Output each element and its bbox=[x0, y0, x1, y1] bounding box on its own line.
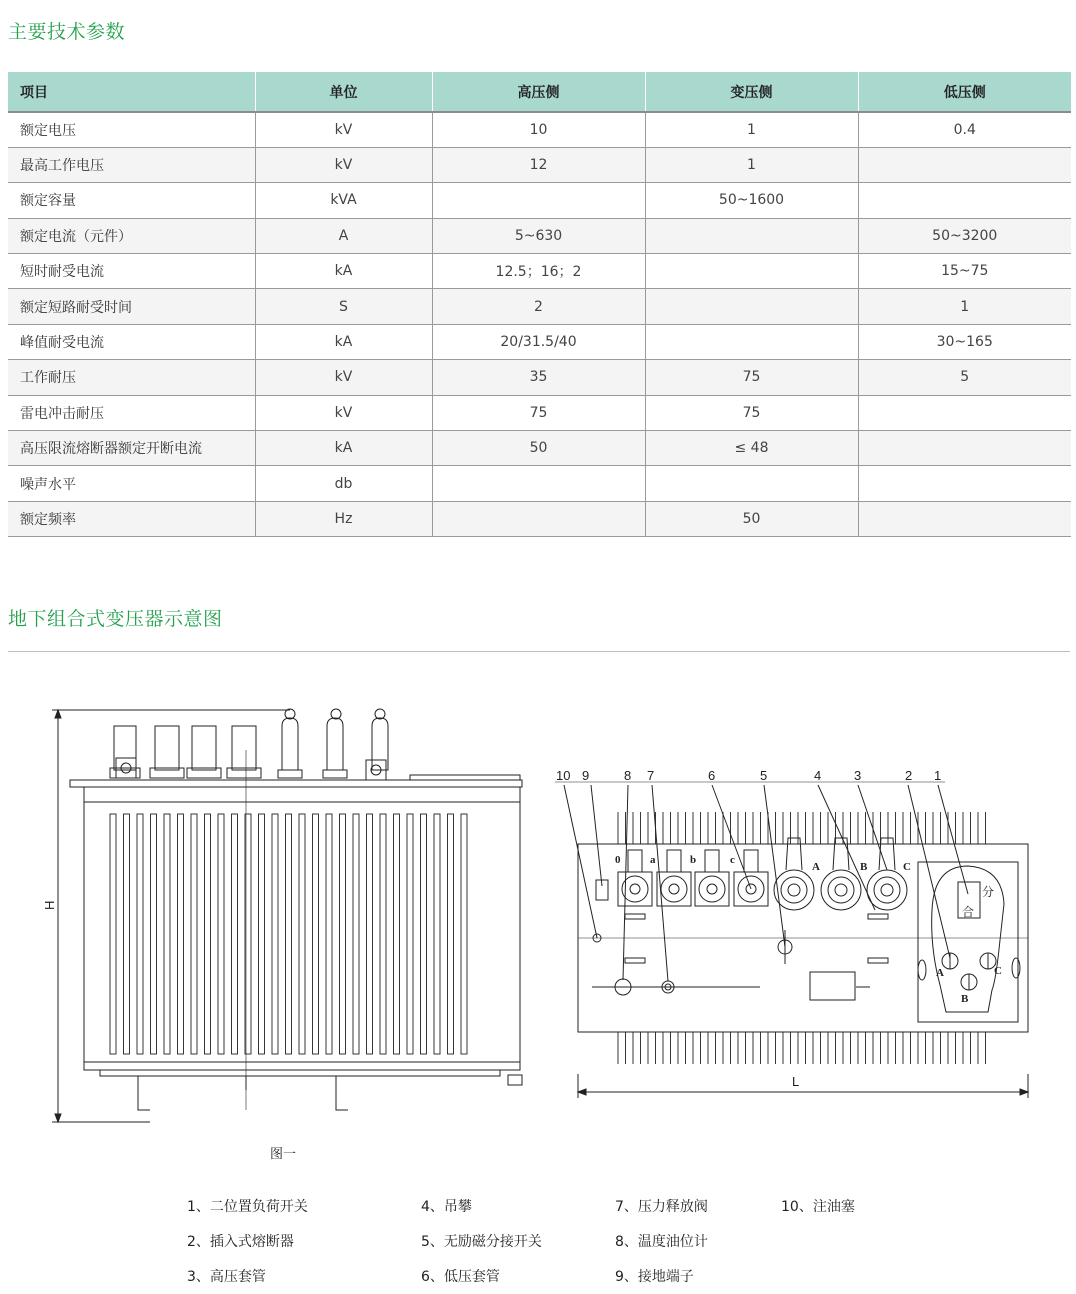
high-voltage-bushings bbox=[774, 838, 907, 910]
cell-unit: kV bbox=[255, 395, 432, 430]
cell-unit: kA bbox=[255, 254, 432, 289]
table-row bbox=[8, 501, 1071, 536]
callout-7: 7 bbox=[647, 768, 655, 783]
table-row bbox=[8, 147, 1071, 182]
cell-unit: Hz bbox=[255, 501, 432, 536]
phase-label-a: a bbox=[650, 854, 656, 866]
radiator-fin bbox=[272, 814, 278, 1054]
radiator-fin bbox=[259, 814, 265, 1054]
cell-unit: kV bbox=[255, 112, 432, 147]
cell-item: 工作耐压 bbox=[8, 360, 255, 395]
phase-label-C: C bbox=[903, 861, 911, 873]
table-row bbox=[8, 360, 1071, 395]
cell-item: 额定短路耐受时间 bbox=[8, 289, 255, 324]
legend-item: 1、二位置负荷开关 bbox=[187, 1199, 308, 1215]
callout-4: 4 bbox=[814, 768, 822, 783]
cell-unit: kVA bbox=[255, 183, 432, 218]
legend-item: 7、压力释放阀 bbox=[615, 1199, 708, 1215]
switch-label-open: 分 bbox=[982, 885, 995, 899]
legend-item: 10、注油塞 bbox=[781, 1199, 855, 1215]
header-high-voltage: 高压侧 bbox=[432, 72, 645, 112]
radiator-fin bbox=[407, 814, 413, 1054]
cell-item: 雷电冲击耐压 bbox=[8, 395, 255, 430]
cell-low: 30~165 bbox=[858, 324, 1071, 359]
switch-label-close: 合 bbox=[962, 905, 975, 919]
header-low-voltage: 低压侧 bbox=[858, 72, 1071, 112]
legend-item: 4、吊攀 bbox=[421, 1199, 472, 1215]
phase-label-A: A bbox=[812, 861, 820, 873]
radiator-fin bbox=[394, 814, 400, 1054]
cell-low bbox=[858, 147, 1071, 182]
cell-mid bbox=[645, 324, 858, 359]
radiator-fin bbox=[313, 814, 319, 1054]
cell-item: 额定频率 bbox=[8, 501, 255, 536]
cell-low bbox=[858, 431, 1071, 466]
radiator-fin bbox=[353, 814, 359, 1054]
cell-unit: kV bbox=[255, 147, 432, 182]
cell-low bbox=[858, 183, 1071, 218]
cell-mid: ≤ 48 bbox=[645, 431, 858, 466]
fuse-label-B: B bbox=[961, 993, 969, 1005]
radiator-fin bbox=[110, 814, 116, 1054]
cell-low bbox=[858, 466, 1071, 501]
legend-item: 5、无励磁分接开关 bbox=[421, 1234, 542, 1250]
fuse-label-C: C bbox=[994, 965, 1002, 977]
callout-8: 8 bbox=[624, 768, 632, 783]
table-header-row bbox=[8, 72, 1071, 112]
cell-low bbox=[858, 501, 1071, 536]
cell-high: 10 bbox=[432, 112, 645, 147]
radiator-fin bbox=[421, 814, 427, 1054]
cell-unit: db bbox=[255, 466, 432, 501]
legend-item: 6、低压套管 bbox=[421, 1269, 500, 1285]
phase-label-c: c bbox=[730, 854, 735, 866]
cell-high: 5~630 bbox=[432, 218, 645, 253]
cell-item: 短时耐受电流 bbox=[8, 254, 255, 289]
cell-high: 50 bbox=[432, 431, 645, 466]
radiator-fin bbox=[205, 814, 211, 1054]
radiator-fin bbox=[461, 814, 467, 1054]
phase-label-b: b bbox=[690, 854, 697, 866]
radiator-fin bbox=[380, 814, 386, 1054]
phase-label-0: 0 bbox=[615, 854, 621, 866]
radiator-fin bbox=[367, 814, 373, 1054]
radiator-fin bbox=[178, 814, 184, 1054]
legend-item: 3、高压套管 bbox=[187, 1269, 266, 1285]
cell-high: 2 bbox=[432, 289, 645, 324]
cell-high: 12 bbox=[432, 147, 645, 182]
radiator-fin bbox=[340, 814, 346, 1054]
cell-mid: 50~1600 bbox=[645, 183, 858, 218]
cell-mid bbox=[645, 218, 858, 253]
cell-mid bbox=[645, 466, 858, 501]
cell-low: 50~3200 bbox=[858, 218, 1071, 253]
table-row bbox=[8, 431, 1071, 466]
radiator-fin bbox=[299, 814, 305, 1054]
cell-unit: A bbox=[255, 218, 432, 253]
table-row bbox=[8, 466, 1071, 501]
legend-item: 8、温度油位计 bbox=[615, 1234, 708, 1250]
callout-9: 9 bbox=[582, 768, 590, 783]
radiator-fin bbox=[448, 814, 454, 1054]
cell-unit: kV bbox=[255, 360, 432, 395]
cell-unit: S bbox=[255, 289, 432, 324]
table-row bbox=[8, 254, 1071, 289]
callout-6: 6 bbox=[708, 768, 716, 783]
cell-high: 75 bbox=[432, 395, 645, 430]
fuse-label-A: A bbox=[936, 967, 944, 979]
cell-high bbox=[432, 501, 645, 536]
cell-high: 12.5；16；2 bbox=[432, 254, 645, 289]
cell-item: 峰值耐受电流 bbox=[8, 324, 255, 359]
cell-low: 0.4 bbox=[858, 112, 1071, 147]
callout-5: 5 bbox=[760, 768, 768, 783]
cell-item: 最高工作电压 bbox=[8, 147, 255, 182]
cell-high: 35 bbox=[432, 360, 645, 395]
header-item: 项目 bbox=[8, 72, 255, 112]
cell-low bbox=[858, 395, 1071, 430]
cell-mid: 75 bbox=[645, 360, 858, 395]
cell-mid: 50 bbox=[645, 501, 858, 536]
callout-10: 10 bbox=[556, 768, 571, 783]
cell-unit: kA bbox=[255, 324, 432, 359]
callout-2: 2 bbox=[905, 768, 913, 783]
radiator-fin bbox=[232, 814, 238, 1054]
cell-unit: kA bbox=[255, 431, 432, 466]
cell-item: 额定容量 bbox=[8, 183, 255, 218]
section-title-params: 主要技术参数 bbox=[8, 21, 126, 43]
cell-item: 噪声水平 bbox=[8, 466, 255, 501]
cell-mid: 75 bbox=[645, 395, 858, 430]
cell-item: 额定电压 bbox=[8, 112, 255, 147]
radiator-fin bbox=[286, 814, 292, 1054]
radiator-fin bbox=[218, 814, 224, 1054]
section-title-diagram: 地下组合式变压器示意图 bbox=[8, 608, 223, 630]
legend-item: 9、接地端子 bbox=[615, 1269, 694, 1285]
cell-high bbox=[432, 183, 645, 218]
cell-item: 高压限流熔断器额定开断电流 bbox=[8, 431, 255, 466]
cell-mid: 1 bbox=[645, 147, 858, 182]
cell-low: 1 bbox=[858, 289, 1071, 324]
params-table bbox=[8, 72, 1071, 537]
cell-mid: 1 bbox=[645, 112, 858, 147]
cell-low: 5 bbox=[858, 360, 1071, 395]
table-row bbox=[8, 183, 1071, 218]
table-row bbox=[8, 395, 1071, 430]
radiator-fin bbox=[191, 814, 197, 1054]
radiator-fin bbox=[164, 814, 170, 1054]
header-transform: 变压侧 bbox=[645, 72, 858, 112]
section-divider bbox=[8, 651, 1070, 652]
cell-mid bbox=[645, 254, 858, 289]
table-row bbox=[8, 289, 1071, 324]
radiator-fin bbox=[124, 814, 130, 1054]
phase-label-B: B bbox=[860, 861, 868, 873]
table-row bbox=[8, 324, 1071, 359]
cell-high: 20/31.5/40 bbox=[432, 324, 645, 359]
radiator-fin bbox=[326, 814, 332, 1054]
transformer-diagram bbox=[0, 690, 1076, 1130]
radiator-fin bbox=[151, 814, 157, 1054]
dim-l-label: L bbox=[792, 1074, 800, 1089]
table-row bbox=[8, 112, 1071, 147]
cell-low: 15~75 bbox=[858, 254, 1071, 289]
callout-1: 1 bbox=[934, 768, 942, 783]
dim-h-label: H bbox=[42, 900, 57, 910]
header-unit: 单位 bbox=[255, 72, 432, 112]
radiator-fin bbox=[137, 814, 143, 1054]
legend-item: 2、插入式熔断器 bbox=[187, 1234, 294, 1250]
cell-item: 额定电流（元件） bbox=[8, 218, 255, 253]
cell-mid bbox=[645, 289, 858, 324]
table-row bbox=[8, 218, 1071, 253]
radiator-fin bbox=[434, 814, 440, 1054]
figure-caption: 图一 bbox=[270, 1147, 297, 1162]
cell-high bbox=[432, 466, 645, 501]
callout-3: 3 bbox=[854, 768, 862, 783]
